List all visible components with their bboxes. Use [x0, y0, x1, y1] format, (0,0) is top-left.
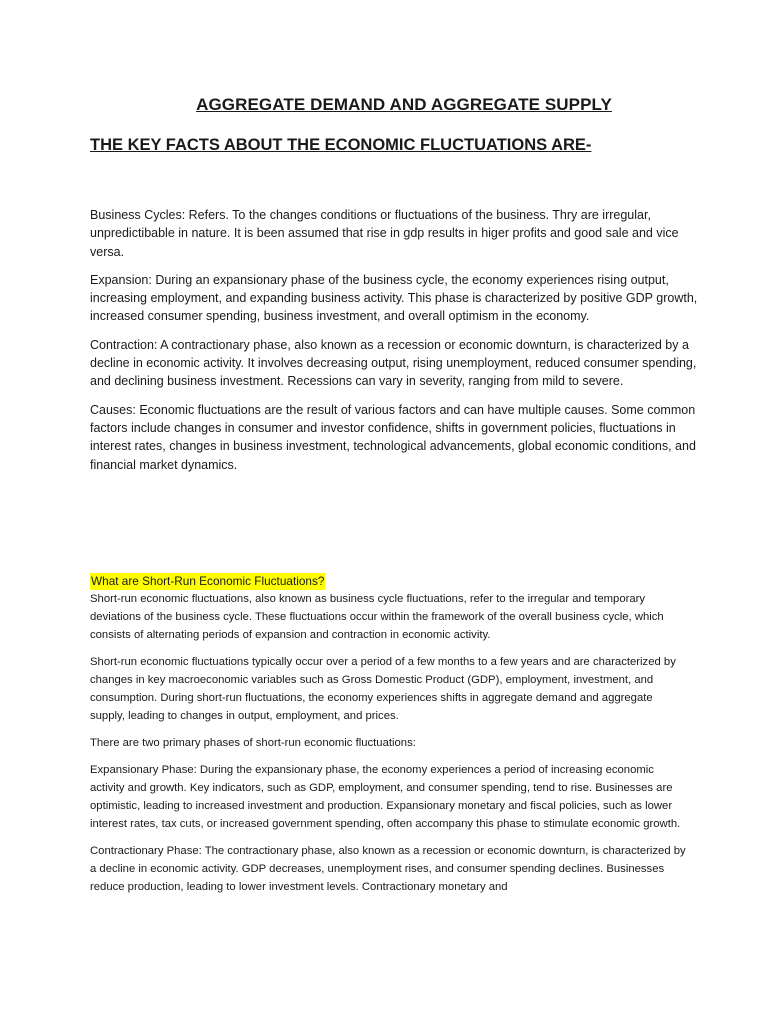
paragraph-business-cycles: Business Cycles: Refers. To the changes conditions or fluctuations of the business. Thry are irregular, unpredictibable in nature. It is been assumed that rise in gdp results in higer profits and good sale and vice versa. [90, 208, 679, 259]
document-subtitle: THE KEY FACTS ABOUT THE ECONOMIC FLUCTUATIONS ARE- [90, 136, 592, 154]
paragraph-contractionary-phase: Contractionary Phase: The contractionary phase, also known as a recession or economic downturn, is characterized by a decline in economic activity. GDP decreases, unemployment rises, and consumer spending declines. Businesses reduce production, leading to lower investment levels. Contractionary monetary and [90, 845, 686, 893]
paragraph-expansion: Expansion: During an expansionary phase of the business cycle, the economy experiences rising output, increasing employment, and expanding business activity. This phase is characterized by positive GDP growth, increased consumer spending, business investment, and overall optimism in the economy. [90, 272, 698, 324]
paragraph-expansionary-phase: Expansionary Phase: During the expansionary phase, the economy experiences a period of increasing economic activity and growth. Key indicators, such as GDP, employment, and consumer spending, tend to rise. Businesses are optimistic, leading to increased investment and production. Expansionary monetary and fiscal policies, such as lower interest rates, tax cuts, or increased government spending, often accompany this phase to stimulate economic growth. [90, 764, 681, 830]
key-facts-section [90, 206, 700, 484]
section-heading-highlighted: What are Short-Run Economic Fluctuations? [91, 574, 325, 588]
paragraph-two-phases: There are two primary phases of short-run economic fluctuations: [90, 737, 416, 749]
paragraph-causes: Causes: Economic fluctuations are the result of various factors and can have multiple causes. Some common factors include changes in consumer and investor confidence, shifts in government policies, fluctuations in interest rates, changes in business investment, technological advancements, global economic conditions, and financial market dynamics. [90, 402, 696, 472]
short-run-section [90, 572, 690, 905]
paragraph-contraction: Contraction: A contractionary phase, also known as a recession or economic downturn, is characterized by a decline in economic activity. It involves decreasing output, rising unemployment, reduced consumer spending, and declining business investment. Recessions can vary in severity, ranging from mild to severe. [90, 337, 697, 389]
paragraph-short-run-definition: Short-run economic fluctuations, also known as business cycle fluctuations, refer to the irregular and temporary deviations of the business cycle. These fluctuations occur within the framework of the overall business cycle, which consists of alternating periods of expansion and contraction in economic activity. [90, 593, 664, 641]
paragraph-short-run-duration: Short-run economic fluctuations typically occur over a period of a few months to a few years and are characterized by changes in key macroeconomic variables such as Gross Domestic Product (GDP), employment, investment, and consumption. During short-run fluctuations, the economy experiences shifts in aggregate demand and aggregate supply, leading to changes in output, employment, and prices. [90, 656, 676, 722]
document-title: AGGREGATE DEMAND AND AGGREGATE SUPPLY [196, 95, 612, 114]
